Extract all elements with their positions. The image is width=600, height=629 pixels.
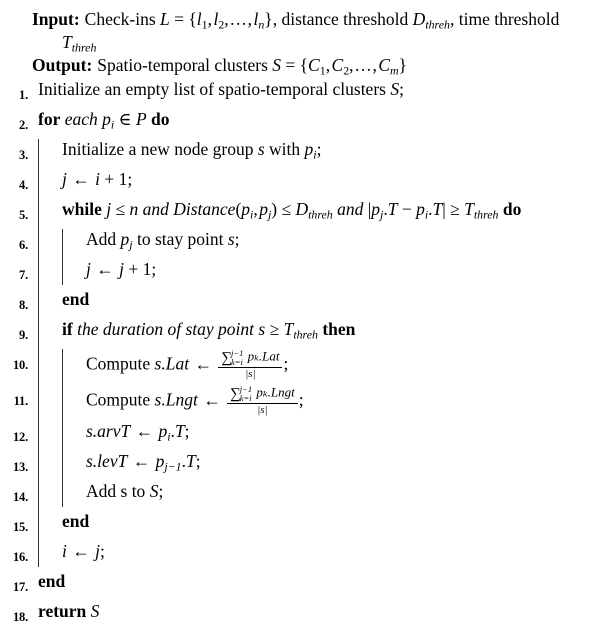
token-distance-threshold: distance threshold	[281, 9, 409, 29]
line-text: j ← j + 1;	[86, 259, 157, 279]
token-time-threshold: time threshold	[458, 9, 560, 29]
line-body	[28, 257, 594, 287]
indent-rule-level-2	[56, 419, 80, 449]
line-body	[28, 287, 594, 317]
fraction-numerator: ∑ j−1 k=i pₖ.Lat	[221, 348, 280, 367]
indent-rule-level-1	[32, 347, 56, 383]
output-text: Spatio-temporal clusters $S = \{C_1$, $C_2$, . . . , $C_m$}	[97, 55, 408, 78]
line-number: 3.	[19, 148, 28, 162]
token-s-arvt: s.arvT	[86, 421, 131, 441]
algorithm-line	[0, 383, 594, 419]
line-text	[56, 287, 594, 317]
indent-rule-level-1	[32, 479, 56, 509]
keyword-then: then	[322, 319, 356, 339]
algorithm-line	[0, 167, 594, 197]
token-to-stay-point: to stay point	[136, 229, 224, 249]
line-number: 9.	[19, 328, 28, 342]
line-body	[28, 539, 594, 569]
token-add-s-to: Add s to	[86, 481, 146, 501]
token-distance-fn: Distance	[173, 199, 236, 219]
token-initialize-group: Initialize a new node group	[62, 139, 254, 159]
line-body	[28, 107, 594, 137]
algorithm-line	[0, 77, 594, 107]
fraction-numerator: ∑ j−1 k=i pₖ.Lngt	[230, 384, 295, 403]
input-label: Input:	[32, 9, 80, 29]
token-add: Add	[86, 229, 117, 249]
algorithm-line	[0, 197, 594, 227]
indent-rule-level-2	[56, 347, 80, 383]
sub-threh-d2: threh	[308, 207, 333, 222]
token-pk-lat: pₖ.Lat	[247, 348, 280, 364]
line-number: 6.	[19, 238, 28, 252]
indent-rule-level-2	[56, 383, 80, 419]
token-pk-lngt: pₖ.Lngt	[256, 384, 295, 400]
indent-rule-level-1	[32, 137, 56, 167]
summation-limits	[240, 385, 252, 402]
fraction-denominator: |s|	[257, 404, 268, 416]
line-body	[28, 419, 594, 449]
indent-rule-level-1	[32, 287, 56, 317]
indent-rule-level-2	[56, 449, 80, 479]
input-continuation-row	[0, 31, 594, 54]
line-number: 16.	[12, 550, 28, 564]
token-initialize-list: Initialize an empty list of spatio-temporal clusters	[38, 79, 386, 99]
line-number: 18.	[12, 610, 28, 624]
algorithm-line	[0, 419, 594, 449]
line-text: s.levT ← $p_{j-1}.T$;	[86, 451, 201, 474]
indent-rule-level-1	[32, 257, 56, 287]
indent-rule-level-1	[32, 227, 56, 257]
token-and-2: and	[337, 199, 364, 219]
line-number: 14.	[12, 490, 28, 504]
line-text: s.arvT ← $p_i.T$;	[86, 421, 190, 444]
token-duration-phrase: the duration of stay point	[77, 319, 255, 339]
line-body	[28, 167, 594, 197]
line-body	[28, 77, 594, 107]
line-number: 4.	[19, 178, 28, 192]
line-body	[28, 599, 594, 629]
line-body	[28, 479, 594, 509]
line-number: 7.	[19, 268, 28, 282]
indent-rule-level-2	[56, 257, 80, 287]
line-body	[28, 347, 594, 383]
keyword-return: return	[38, 601, 87, 621]
token-s-lat: s.Lat	[154, 353, 190, 374]
sum-upper-limit: j−1	[231, 348, 244, 358]
keyword-end: end	[62, 289, 90, 309]
sub-threh-d: threh	[425, 17, 450, 32]
algorithm-line	[0, 227, 594, 257]
line-number: 5.	[19, 208, 28, 222]
line-text: Initialize an empty list of spatio-temporal clusters S;	[38, 79, 404, 99]
line-number: 1.	[19, 88, 28, 102]
line-number: 15.	[12, 520, 28, 534]
indent-rule-level-2	[56, 227, 80, 257]
sum-lower-limit: k=i	[239, 392, 252, 403]
algorithm-line	[0, 539, 594, 569]
line-text: Add $p_j$ to stay point s;	[86, 229, 240, 252]
line-body	[28, 569, 594, 599]
algorithm-line	[0, 287, 594, 317]
keyword-end: end	[38, 571, 66, 591]
sub-threh-t: threh	[71, 40, 97, 55]
sub-threh-t3: threh	[293, 327, 318, 342]
keyword-if: if	[62, 319, 73, 339]
line-body	[28, 197, 594, 227]
token-compute: Compute	[86, 353, 151, 374]
keyword-end: end	[62, 511, 90, 531]
line-number: 8.	[19, 298, 28, 312]
keyword-for: for	[38, 109, 61, 129]
summation-limits	[231, 349, 243, 366]
keyword-do: do	[151, 109, 170, 129]
line-text: i ← j;	[62, 541, 105, 561]
token-checkins: Check-ins	[84, 9, 156, 29]
indent-rule-level-1	[32, 539, 56, 569]
line-text: j ← i + 1;	[62, 169, 133, 189]
indent-rule-level-1	[32, 383, 56, 419]
token-and-1: and	[142, 199, 169, 219]
algorithm-line	[0, 599, 594, 629]
algorithm-line	[0, 509, 594, 539]
input-row	[0, 8, 594, 31]
algorithm-header	[0, 4, 594, 77]
input-text: Check-ins $L = \{l_1$, $l_2$, . . . , $l_n$}, distance threshold $D_{threh}$, time threshold	[84, 9, 560, 32]
indent-rule-level-2	[56, 479, 80, 509]
indent-rule-level-1	[32, 509, 56, 539]
algorithm-line	[0, 107, 594, 137]
line-number: 17.	[12, 580, 28, 594]
line-number: 12.	[12, 430, 28, 444]
sub-threh-t2: threh	[473, 207, 499, 222]
sum-lower-limit: k=i	[231, 356, 243, 367]
algorithm-line	[0, 569, 594, 599]
line-number: 2.	[19, 118, 28, 132]
line-text	[56, 509, 594, 539]
output-row	[0, 54, 594, 77]
indent-rule-level-1	[32, 167, 56, 197]
algorithm-line	[0, 479, 594, 509]
token-s-levt: s.levT	[86, 451, 128, 471]
fraction-lat	[218, 349, 282, 380]
algorithm-line	[0, 347, 594, 383]
line-text: Initialize a new node group s with $p_i$;	[62, 139, 322, 162]
algorithm-line	[0, 317, 594, 347]
line-body	[28, 137, 594, 167]
output-label: Output:	[32, 55, 93, 75]
indent-rule-level-1	[32, 197, 56, 227]
indent-rule-level-1	[32, 419, 56, 449]
keyword-while: while	[62, 199, 102, 219]
line-text: while j ≤ n and $Distance(p_i$, $p_j) \le D_{threh}$ and $|p_j.T - p_i.T| \ge T_{threh}$ do	[62, 199, 522, 222]
algorithm-line	[0, 137, 594, 167]
line-text: return S	[38, 601, 100, 621]
keyword-do: do	[502, 199, 522, 219]
line-number: 10.	[12, 358, 28, 372]
line-text: Compute s.Lat ← ∑ j−1 k=i pₖ.Lat |s| ;	[86, 348, 289, 380]
input-continuation: $T_{threh}$	[62, 32, 97, 55]
token-compute: Compute	[86, 389, 151, 410]
fraction-lngt	[227, 385, 298, 416]
line-number: 13.	[12, 460, 28, 474]
algorithm-line	[0, 449, 594, 479]
line-text: Compute s.Lngt ← ∑ j−1 k=i pₖ.Lngt |s| ;	[86, 384, 304, 416]
line-body	[28, 383, 594, 419]
line-body	[28, 509, 594, 539]
token-spatio-temporal-clusters: Spatio-temporal clusters	[97, 55, 268, 75]
fraction-denominator: |s|	[245, 368, 256, 380]
token-each: each	[64, 109, 98, 129]
algorithm-line	[0, 257, 594, 287]
line-body	[28, 227, 594, 257]
line-number: 11.	[13, 394, 28, 408]
token-with: with	[269, 139, 301, 159]
line-text	[32, 569, 594, 599]
indent-rule-level-1	[32, 317, 56, 347]
line-body	[28, 449, 594, 479]
token-s-lngt: s.Lngt	[154, 389, 198, 410]
line-text: Add s to S;	[86, 481, 164, 501]
line-text: for each $p_i$ ∈ P do	[38, 109, 170, 132]
line-body	[28, 317, 594, 347]
line-text: if the duration of stay point $s \ge T_{threh}$ then	[62, 319, 356, 342]
sum-upper-limit: j−1	[239, 384, 253, 394]
indent-rule-level-1	[32, 449, 56, 479]
